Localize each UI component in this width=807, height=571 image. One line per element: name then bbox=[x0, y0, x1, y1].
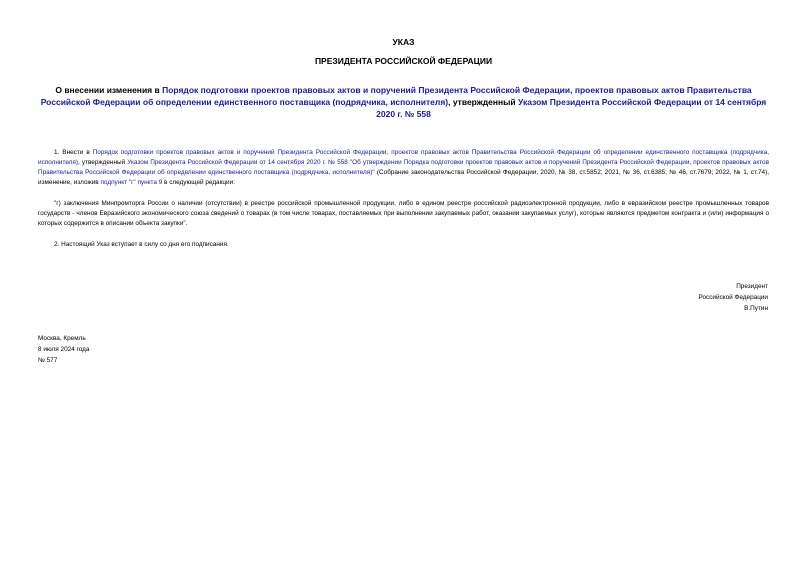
signature-block bbox=[699, 281, 769, 314]
paragraph-1-link-subpoint[interactable]: подпункт "г" пункта 9 bbox=[100, 179, 163, 186]
paragraph-1 bbox=[38, 148, 769, 188]
title-prefix: О внесении изменения в bbox=[55, 85, 163, 95]
issuer-heading: ПРЕЗИДЕНТА РОССИЙСКОЙ ФЕДЕРАЦИИ bbox=[314, 56, 493, 66]
paragraph-1-text-3: (Собрание законодательства Российской Федерации, 2020, № 38, ст.5852; 2021, № 36, ст.6385; № 46, ст.7679; 2022, № 1, ст.74), изменение, изложив bbox=[38, 169, 769, 186]
signature-name: В.Путин bbox=[744, 305, 768, 312]
document-title bbox=[38, 84, 769, 120]
document-number: № 577 bbox=[38, 357, 58, 364]
paragraph-1-text-2: , утвержденный bbox=[77, 159, 128, 166]
signature-title: Президент bbox=[736, 283, 768, 290]
paragraph-1-text-1: 1. Внести в bbox=[54, 149, 93, 156]
title-link-procedure[interactable]: Порядок подготовки проектов правовых актов и поручений Президента Российской Федерации, проектов правовых актов Правительства Российской Федерации об определении единственного поставщика (подрядчика, исполнителя) bbox=[40, 85, 752, 107]
paragraph-quoted-subpoint: "г) заключения Минпромторга России о наличии (отсутствии) в реестре российской промышленной продукции, либо в едином реестре российской радиоэлектронной продукции, либо в евразийском реестре промышленных товаров государств - членов Евразийского экономического союза сведений о товарах (в том числе товарах, поставляемых при выполнении закупаемых работ, оказании закупаемых услуг), которые являются предметом контракта и (или) информация о которых содержится в описании объекта закупки". bbox=[38, 200, 769, 227]
place-date-block bbox=[38, 333, 89, 366]
date: 8 июля 2024 года bbox=[38, 346, 90, 353]
place: Москва, Кремль bbox=[38, 335, 86, 342]
paragraph-1-link-procedure[interactable]: Порядок подготовки проектов правовых актов и поручений Президента Российской Федерации, проектов правовых актов Правительства Российской Федерации об определении единственного поставщика (подрядчика, исполнителя) bbox=[38, 149, 770, 166]
paragraph-1-link-decree[interactable]: Указом Президента Российской Федерации от 14 сентября 2020 г. № 558 "Об утверждении Порядка подготовки проектов правовых актов и поручений Президента Российской Федерации, проектов правовых актов Правительства Российской Федерации об определении единственного поставщика (подрядчика, исполнителя)" bbox=[38, 159, 769, 176]
decree-heading: УКАЗ bbox=[392, 37, 415, 47]
paragraph-2: 2. Настоящий Указ вступает в силу со дня его подписания. bbox=[54, 241, 229, 248]
paragraph-1-text-4: в следующей редакции: bbox=[162, 179, 235, 186]
title-middle: , утвержденный bbox=[448, 97, 519, 107]
title-link-decree[interactable]: Указом Президента Российской Федерации от 14 сентября 2020 г. № 558 bbox=[376, 97, 767, 119]
signature-country: Российской Федерации bbox=[698, 294, 768, 301]
